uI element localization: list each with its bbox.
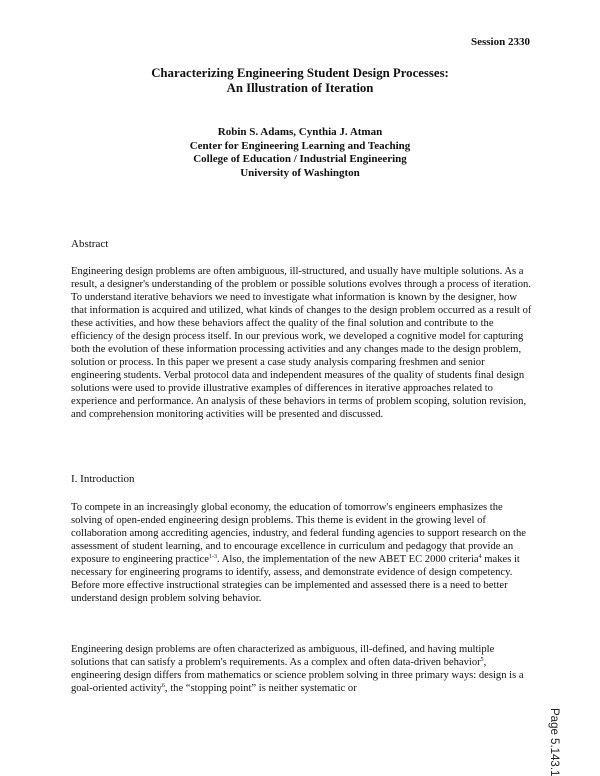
affiliation-line-3: University of Washington — [240, 166, 360, 179]
citation-1-3: 1-3 — [208, 554, 217, 560]
abstract-body: Engineering design problems are often ambiguous, ill-structured, and usually have multiple solutions. As a result, a designer's understanding of the problem or possible solutions evolves through a process of iteration. To understand iterative behaviors we need to investigate what information is known by the designer, how that information is acquired and utilized, what kinds of changes to the design problem occurred as a result of these activities, and how these behaviors affect the quality of the final solution and contribute to the efficiency of the design process itself. In our previous work, we developed a cognitive model for capturing both the evolution of these information processing activities and any changes made to the design problem, solution or process. In this paper we present a case study analysis comparing freshmen and senior engineering students. Verbal protocol data and independent measures of the quality of students final design solutions were used to provide illustrative examples of differences in iterative approaches related to experience and performance. An analysis of these behaviors in terms of problem scoping, solution revision, and comprehension monitoring activities will be presented and discussed. — [71, 266, 532, 420]
intro-p1-text-a: To compete in an increasingly global economy, the education of tomorrow's engineers emphasizes the solving of open-ended engineering design problems. This theme is evident in the growing level of collaboration among accrediting agencies, industry, and federal funding agencies to support research on the assessment of student learning, and to encourage excellence in curriculum and pedagogy that provide an exposure to engineering practice — [71, 502, 526, 565]
paper-title — [0, 66, 600, 96]
author-names: Robin S. Adams, Cynthia J. Atman — [217, 126, 383, 138]
page-number: Page 5.143.1 — [548, 708, 560, 776]
session-number: Session 2330 — [471, 36, 530, 48]
intro-p2-text-b: , engineering design differs from mathematics or science problem solving in three primary ways: design is a goal-oriented activity — [71, 657, 524, 694]
affiliation-line-1: Center for Engineering Learning and Teaching — [189, 139, 411, 152]
author-block — [0, 126, 600, 180]
intro-p2-text-a: Engineering design problems are often characterized as ambiguous, ill-defined, and having multiple solutions that can satisfy a problem's requirements. As a complex and often data-driven behavior — [71, 644, 495, 668]
intro-p1-text-b: . Also, the implementation of the new ABET EC 2000 criteria — [216, 554, 479, 565]
abstract-heading: Abstract — [71, 238, 109, 250]
title-line-1: Characterizing Engineering Student Design Processes: — [151, 66, 449, 80]
intro-paragraph-1 — [71, 501, 532, 605]
intro-p2-text-c: , the “stopping point” is neither systematic or — [164, 683, 357, 694]
introduction-heading: I. Introduction — [71, 473, 135, 485]
citation-5: 5 — [480, 657, 484, 663]
citation-4: 4 — [478, 554, 482, 560]
intro-paragraph-2 — [71, 643, 532, 695]
intro-p1-text-c: makes it necessary for engineering programs to identify, assess, and demonstrate evidence of design competency. Before more effective instructional strategies can be implemented and assessed there is a need to better understand design problem solving behavior. — [71, 554, 520, 604]
citation-6: 6 — [161, 683, 165, 689]
affiliation-line-2: College of Education / Industrial Engineering — [193, 153, 407, 166]
title-line-2: An Illustration of Iteration — [226, 81, 374, 95]
